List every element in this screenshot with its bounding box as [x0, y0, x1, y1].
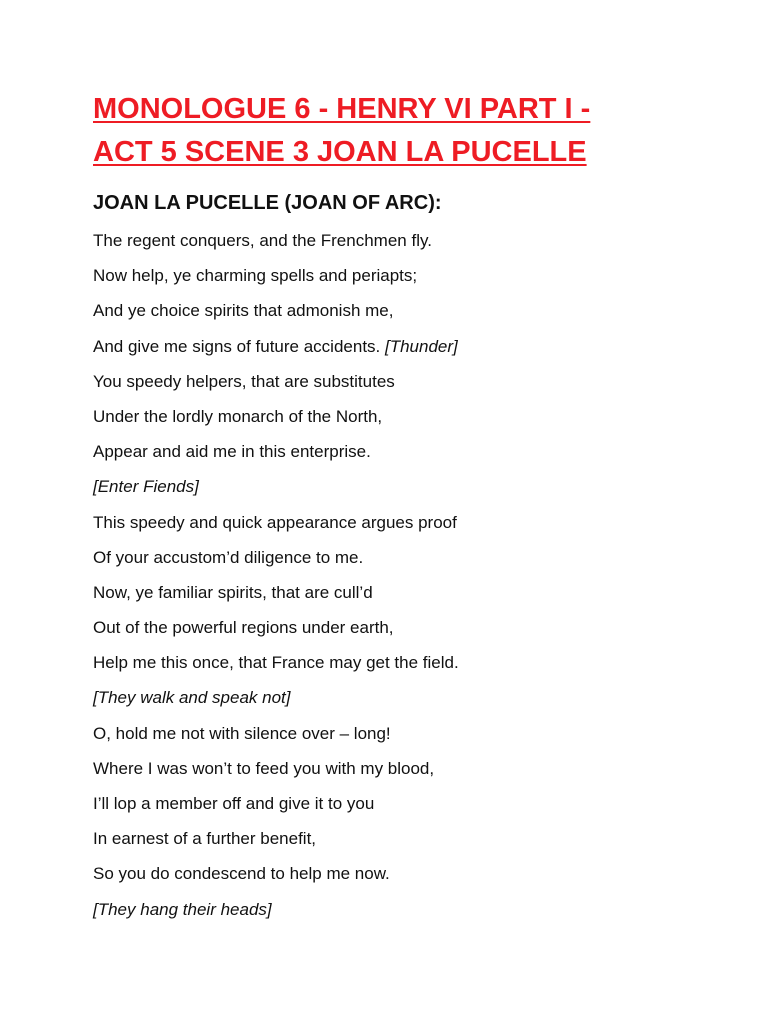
- stage-direction: [Thunder]: [385, 336, 458, 356]
- stage-direction: [Enter Fiends]: [93, 477, 199, 497]
- speaker-heading: JOAN LA PUCELLE (JOAN OF ARC):: [93, 192, 442, 214]
- verse-line: [93, 792, 459, 827]
- line-text: Under the lordly monarch of the North,: [93, 406, 383, 426]
- verse-line: [93, 264, 459, 299]
- stage-direction-line: [93, 898, 459, 933]
- verse-line: [93, 722, 459, 757]
- line-text: Help me this once, that France may get the field.: [93, 653, 459, 673]
- stage-direction-line: [93, 475, 459, 510]
- line-text: Appear and aid me in this enterprise.: [93, 442, 371, 462]
- stage-direction-line: [93, 686, 459, 721]
- verse-line: [93, 370, 459, 405]
- line-text: Now, ye familiar spirits, that are cull’d: [93, 582, 373, 602]
- line-text: And ye choice spirits that admonish me,: [93, 301, 394, 321]
- stage-direction: [They walk and speak not]: [93, 688, 291, 708]
- title-line-2: ACT 5 SCENE 3 JOAN LA PUCELLE: [93, 136, 587, 168]
- line-text: You speedy helpers, that are substitutes: [93, 371, 395, 391]
- verse-line: [93, 616, 459, 651]
- monologue-title: [93, 88, 590, 174]
- verse-line: [93, 827, 459, 862]
- line-text: I’ll lop a member off and give it to you: [93, 794, 375, 813]
- verse-lines: [93, 229, 459, 933]
- verse-line: [93, 546, 459, 581]
- line-text: Out of the powerful regions under earth,: [93, 618, 394, 638]
- line-text: O, hold me not with silence over – long!: [93, 723, 391, 743]
- line-text: In earnest of a further benefit,: [93, 829, 317, 849]
- line-text: So you do condescend to help me now.: [93, 864, 390, 884]
- verse-line: [93, 862, 459, 897]
- verse-line: [93, 229, 459, 264]
- verse-line: [93, 335, 459, 370]
- verse-line: [93, 405, 459, 440]
- line-text: Of your accustom’d diligence to me.: [93, 547, 364, 567]
- verse-line: [93, 299, 459, 334]
- title-line-1: MONOLOGUE 6 - HENRY VI PART I -: [93, 93, 591, 125]
- line-text: The regent conquers, and the Frenchmen fly.: [93, 231, 432, 250]
- verse-line: [93, 581, 459, 616]
- stage-direction: [They hang their heads]: [93, 899, 272, 919]
- verse-line: [93, 440, 459, 475]
- verse-line: [93, 511, 459, 546]
- line-text: Now help, ye charming spells and periapts;: [93, 266, 418, 286]
- line-text: Where I was won’t to feed you with my blood,: [93, 758, 435, 778]
- verse-line: [93, 651, 459, 686]
- verse-line: [93, 757, 459, 792]
- line-text: This speedy and quick appearance argues proof: [93, 512, 457, 532]
- line-text: And give me signs of future accidents.: [93, 336, 381, 356]
